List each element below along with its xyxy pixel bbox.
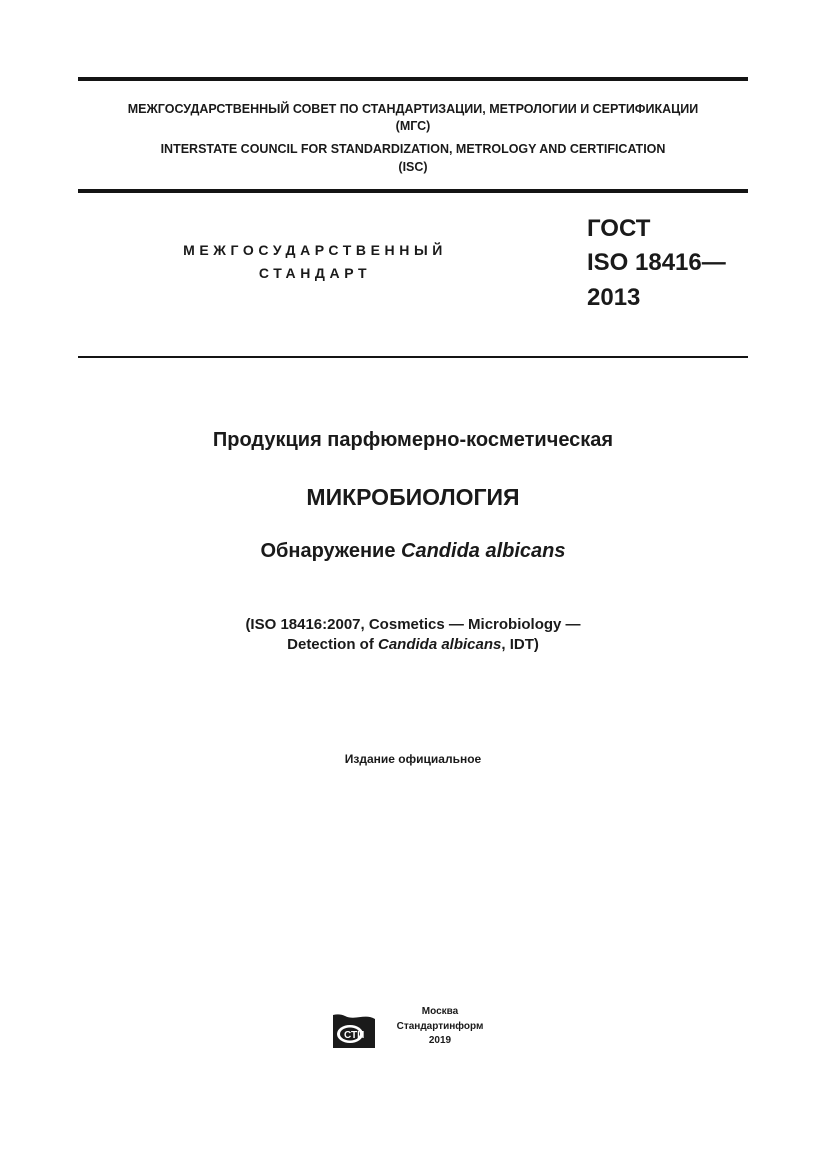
publication-year: 2019 [428,1035,452,1046]
standard-label-line1: МЕЖГОСУДАРСТВЕННЫЙ [183,242,447,258]
original-line2-suffix: , IDT) [501,636,539,653]
gost-designation-line3: 2013 [587,284,641,311]
official-edition-label: Издание официальное [344,752,482,766]
svg-text:СТИ: СТИ [344,1030,365,1041]
publisher-name: Стандартинформ [396,1021,484,1032]
designation-bottom-rule [78,356,748,358]
standartinform-logo-icon [331,1011,377,1049]
title-detection-prefix: Обнаружение [260,540,402,562]
title-product-category: Продукция парфюмерно-косметическая [212,429,614,451]
original-standard-line1: (ISO 18416:2007, Cosmetics — Microbiology — [245,616,581,633]
gost-designation-line2: ISO 18416— [587,249,726,276]
title-detection [0,540,826,563]
gost-designation-line1: ГОСТ [587,215,651,242]
council-name-en: INTERSTATE COUNCIL FOR STANDARDIZATION, METROLOGY AND CERTIFICATION [160,142,666,156]
top-rule [78,77,748,81]
standard-label-line2: СТАНДАРТ [258,265,372,281]
council-abbr-en: (ISC) [398,160,428,174]
council-name-ru: МЕЖГОСУДАРСТВЕННЫЙ СОВЕТ ПО СТАНДАРТИЗАЦИИ, МЕТРОЛОГИИ И СЕРТИФИКАЦИИ [127,102,699,116]
publisher-city: Москва [421,1006,459,1017]
original-line2-prefix: Detection of [287,636,378,653]
header-bottom-rule [78,189,748,193]
original-line2-organism: Candida albicans [377,636,502,653]
council-abbr-ru: (МГС) [395,119,431,133]
title-subject: МИКРОБИОЛОГИЯ [306,484,520,510]
original-standard-line2 [0,635,826,654]
title-detection-organism: Candida albicans [401,540,566,562]
